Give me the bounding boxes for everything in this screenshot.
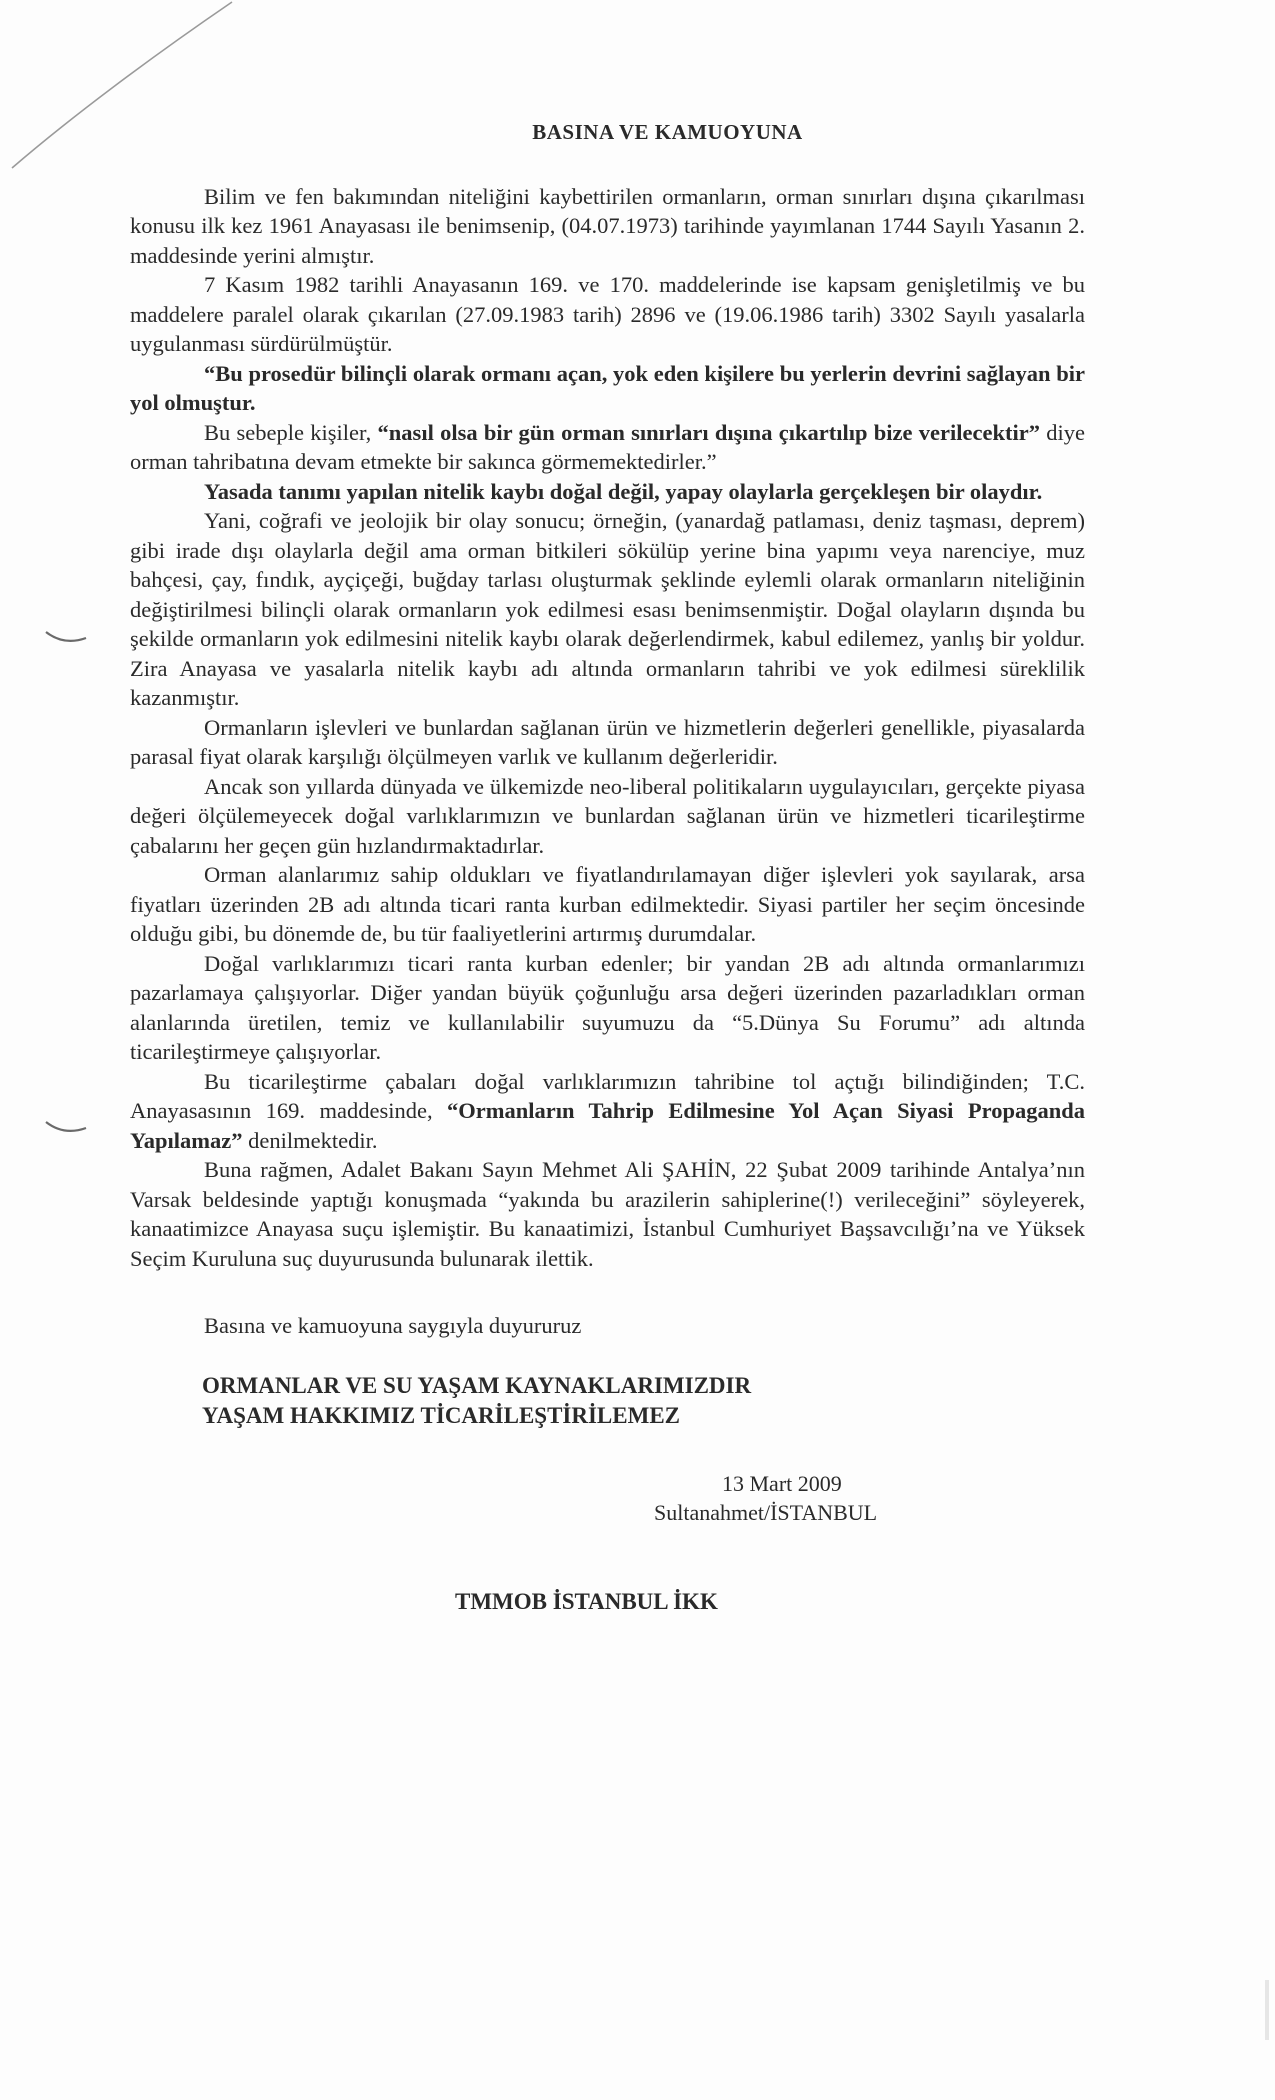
paragraph: [130, 1067, 1085, 1156]
paragraph: [130, 713, 1085, 772]
paragraph: [130, 772, 1085, 861]
bold-text: Yasada tanımı yapılan nitelik kaybı doğal değil, yapay olaylarla gerçekleşen bir olaydır.: [204, 478, 1043, 504]
paragraph: [130, 418, 1085, 477]
place: Sultanahmet/İSTANBUL: [654, 1499, 878, 1525]
text-segment: Yani, coğrafi ve jeolojik bir olay sonucu; örneğin, (yanardağ patlaması, deniz taşması, deprem) gibi irade dışı olaylarla değil ama orman bitkileri sökülüp yerine bina yapımı veya narenciye, muz bahçesi, çay, fındık, ayçiçeği, buğday tarlası oluşturmak şeklinde eylemli olarak ormanların niteliğinin değiştirilmesi bilinçli olarak ormanların yok edilmesi esası benimsenmiştir. Doğal olayların dışında bu şekilde ormanların yok edilmesini nitelik kaybı olarak değerlendirmek, kabul edilemez, yanlış bir yoldur. Zira Anayasa ve yasalarla nitelik kaybı adı altında ormanların tahribi ve yok edilmesi süreklilik kazanmıştır.: [130, 508, 1085, 710]
paragraph: [130, 860, 1085, 949]
bold-text: “nasıl olsa bir gün orman sınırları dışına çıkartılıp bize verilecektir”: [377, 419, 1040, 445]
slogan: [202, 1371, 1085, 1431]
press-release: [130, 118, 1085, 1616]
slogan-line: YAŞAM HAKKIMIZ TİCARİLEŞTİRİLEMEZ: [202, 1402, 681, 1428]
paragraph: [130, 506, 1085, 713]
paragraph: [130, 359, 1085, 418]
text-segment: Ormanların işlevleri ve bunlardan sağlanan ürün ve hizmetlerin değerleri genellikle, piyasalarda parasal fiyat olarak karşılığı ölçülmeyen varlık ve kullanım değerleridir.: [130, 714, 1085, 769]
paragraph: [130, 270, 1085, 359]
punch-hole-mark: [42, 1118, 92, 1136]
body-text: [130, 182, 1085, 1274]
text-segment: Bilim ve fen bakımından niteliğini kaybettirilen ormanların, orman sınırları dışına çıkarılması konusu ilk kez 1961 Anayasası ile benimsenip, (04.07.1973) tarihinde yayımlanan 1744 Sayılı Yasanın 2. maddesinde yerini almıştır.: [130, 183, 1085, 268]
text-segment: denilmektedir.: [242, 1127, 378, 1153]
date-place-block: [654, 1469, 1085, 1527]
text-segment: Doğal varlıklarımızı ticari ranta kurban edenler; bir yandan 2B adı altında ormanlarımızı pazarlamaya çalışıyorlar. Diğer yandan büyük çoğunluğu arsa değeri üzerinden pazarladıkları orman alanlarında üretilen, temiz ve kullanılabilir suyumuzu da “5.Dünya Su Forumu” adı altında ticarileştirmeye çalışıyorlar.: [130, 950, 1085, 1064]
bold-text: “Bu prosedür bilinçli olarak ormanı açan, yok eden kişilere bu yerlerin devrini sağlayan bir yol olmuştur.: [130, 360, 1085, 415]
text-segment: Ancak son yıllarda dünyada ve ülkemizde neo-liberal politikaların uygulayıcıları, gerçekte piyasa değeri ölçülemeyecek doğal varlıklarımızın ve bunlardan sağlanan ürün ve hizmetleri ticarileştirme çabalarını her geçen gün hızlandırmaktadırlar.: [130, 773, 1085, 858]
bold-text: “Ormanların Tahrip Edilmesine Yol Açan Siyasi Propaganda Yapılamaz”: [130, 1098, 1085, 1153]
paragraph: [130, 182, 1085, 271]
text-segment: Bu ticarileştirme çabaları doğal varlıklarımızın tahribine tol açtığı bilindiğinden; T.C. Anayasasının 169. maddesinde,: [130, 1068, 1085, 1123]
punch-hole-mark: [42, 628, 92, 646]
text-segment: Bu sebeple kişiler,: [204, 419, 378, 445]
signature: TMMOB İSTANBUL İKK: [455, 1588, 718, 1614]
paragraph: [130, 949, 1085, 1067]
closing-line: Basına ve kamuoyuna saygıyla duyururuz: [204, 1313, 582, 1338]
scan-edge-mark: [1265, 1980, 1269, 2040]
text-segment: Buna rağmen, Adalet Bakanı Sayın Mehmet Ali ŞAHİN, 22 Şubat 2009 tarihinde Antalya’nın Varsak beldesinde yaptığı konuşmada “yakında bu arazilerin sahiplerine(!) verileceğini” söyleyerek, kanaatimizce Anayasa suçu işlemiştir. Bu kanaatimizi, İstanbul Cumhuriyet Başsavcılığı’na ve Yüksek Seçim Kuruluna suç duyurusunda bulunarak ilettik.: [130, 1157, 1085, 1271]
slogan-line: ORMANLAR VE SU YAŞAM KAYNAKLARIMIZDIR: [202, 1372, 752, 1398]
text-segment: diye orman tahribatına devam etmekte bir sakınca görmemektedirler.”: [130, 419, 1085, 474]
date: 13 Mart 2009: [722, 1470, 842, 1496]
text-segment: Orman alanlarımız sahip oldukları ve fiyatlandırılamayan diğer işlevleri yok sayılarak, arsa fiyatları üzerinden 2B adı altında ticari ranta kurban edilmektedir. Siyasi partiler her seçim öncesinde olduğu gibi, bu dönemde de, bu tür faaliyetlerini artırmış durumdalar.: [130, 862, 1085, 946]
text-segment: 7 Kasım 1982 tarihli Anayasanın 169. ve 170. maddelerinde ise kapsam genişletilmiş ve bu maddelere paralel olarak çıkarılan (27.09.1983 tarih) 2896 ve (19.06.1986 tarih) 3302 Sayılı yasalarla uygulanması sürdürülmüştür.: [130, 272, 1085, 356]
document-title: BASINA VE KAMUOYUNA: [532, 120, 803, 144]
paragraph: [130, 477, 1085, 507]
paragraph: [130, 1155, 1085, 1273]
